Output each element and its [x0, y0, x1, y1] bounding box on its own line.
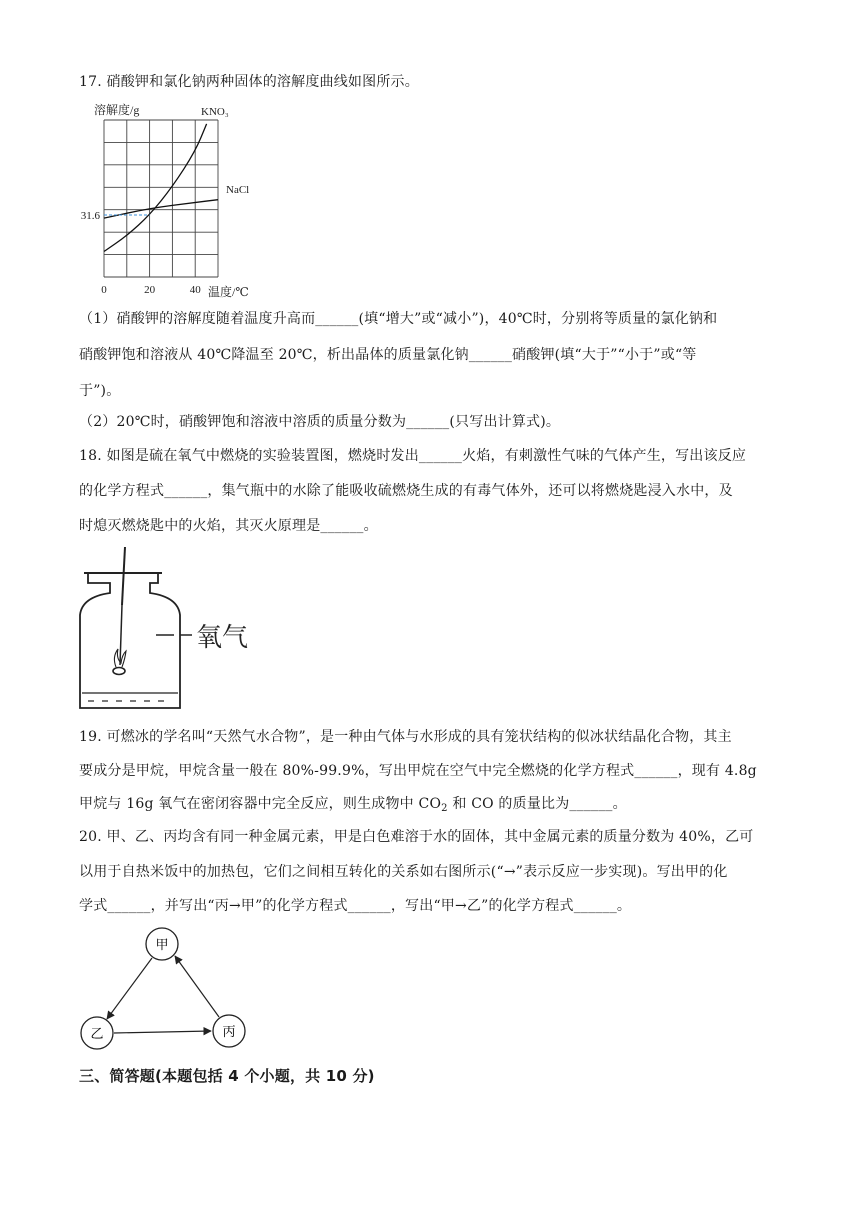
q17-part2: （2）20℃时，硝酸钾饱和溶液中溶质的质量分数为______(只写出计算式)。: [79, 414, 561, 430]
node-jia-label: 甲: [155, 937, 169, 952]
arrow-bing-to-jia: [175, 956, 219, 1017]
combustion-spoon: [113, 668, 125, 675]
oxygen-label: 氧气: [196, 623, 249, 653]
q17-part1-line3: 于”)。: [79, 383, 121, 399]
q19-line2: 要成分是甲烷，甲烷含量一般在 80%-99.9%，写出甲烷在空气中完全燃烧的化学方程式______，现有 4.8g: [79, 763, 757, 779]
gas-bottle: [80, 573, 180, 708]
q17-stem: 17. 硝酸钾和氯化钠两种固体的溶解度曲线如图所示。: [79, 74, 419, 90]
conversion-diagram: [75, 925, 265, 1065]
q17-part1-line1: （1）硝酸钾的溶解度随着温度升高而______(填“增大”或“减小”)，40℃时，分别将等质量的氯化钠和: [79, 311, 718, 327]
arrow-jia-to-yi: [107, 958, 152, 1019]
q18-line1: 18. 如图是硫在氧气中燃烧的实验装置图，燃烧时发出______火焰，有刺激性气味的气体产生，写出该反应: [79, 448, 747, 464]
q18-line2: 的化学方程式______，集气瓶中的水除了能吸收硫燃烧生成的有毒气体外，还可以将燃烧匙浸入水中，及: [79, 483, 733, 499]
x-tick-20: 20: [144, 284, 156, 296]
q20-line2: 以用于自热米饭中的加热包，它们之间相互转化的关系如右图所示(“→”表示反应一步实现)。写出甲的化: [79, 864, 728, 880]
q20-line1: 20. 甲、乙、丙均含有同一种金属元素，甲是白色难溶于水的固体，其中金属元素的质量分数为 40%，乙可: [79, 829, 754, 845]
spoon-stem: [120, 605, 122, 665]
node-yi-label: 乙: [90, 1026, 104, 1041]
y-axis-label: 溶解度/g: [94, 103, 140, 117]
solubility-chart: [76, 100, 256, 300]
chart-labels: [81, 102, 249, 299]
series-label-kno3: KNO₃: [201, 106, 229, 118]
spoon-rod: [122, 547, 125, 605]
q17-part1-line2: 硝酸钾饱和溶液从 40℃降温至 20℃，析出晶体的质量氯化钠______硝酸钾(填“大于”“小于”或“等: [79, 347, 697, 363]
arrow-yi-to-bing: [114, 1031, 211, 1033]
x-tick-40: 40: [189, 284, 201, 296]
series-label-nacl: NaCl: [226, 184, 250, 196]
q19-line3-post: 和 CO 的质量比为______。: [447, 796, 627, 812]
q19-line1: 19. 可燃冰的学名叫“天然气水合物”，是一种由气体与水形成的具有笼状结构的似冰状结晶化合物，其主: [79, 729, 732, 745]
q19-subscript: 2: [441, 803, 448, 814]
chart-grid: [104, 120, 218, 277]
section3-heading: 三、简答题(本题包括 4 个小题，共 10 分): [79, 1067, 375, 1085]
q19-line3: [79, 794, 627, 814]
node-bing-label: 丙: [222, 1024, 236, 1039]
x-axis-label: 温度/℃: [208, 285, 249, 299]
q18-line3: 时熄灭燃烧匙中的火焰，其灭火原理是______。: [79, 518, 378, 534]
x-tick-0: 0: [101, 284, 107, 296]
y-tick-31-6: 31.6: [80, 209, 100, 222]
q19-line3-pre: 甲烷与 16g 氧气在密闭容器中完全反应，则生成物中 CO: [79, 796, 442, 812]
q20-line3: 学式______，并写出“丙→甲”的化学方程式______，写出“甲→乙”的化学方程式______。: [79, 898, 632, 914]
